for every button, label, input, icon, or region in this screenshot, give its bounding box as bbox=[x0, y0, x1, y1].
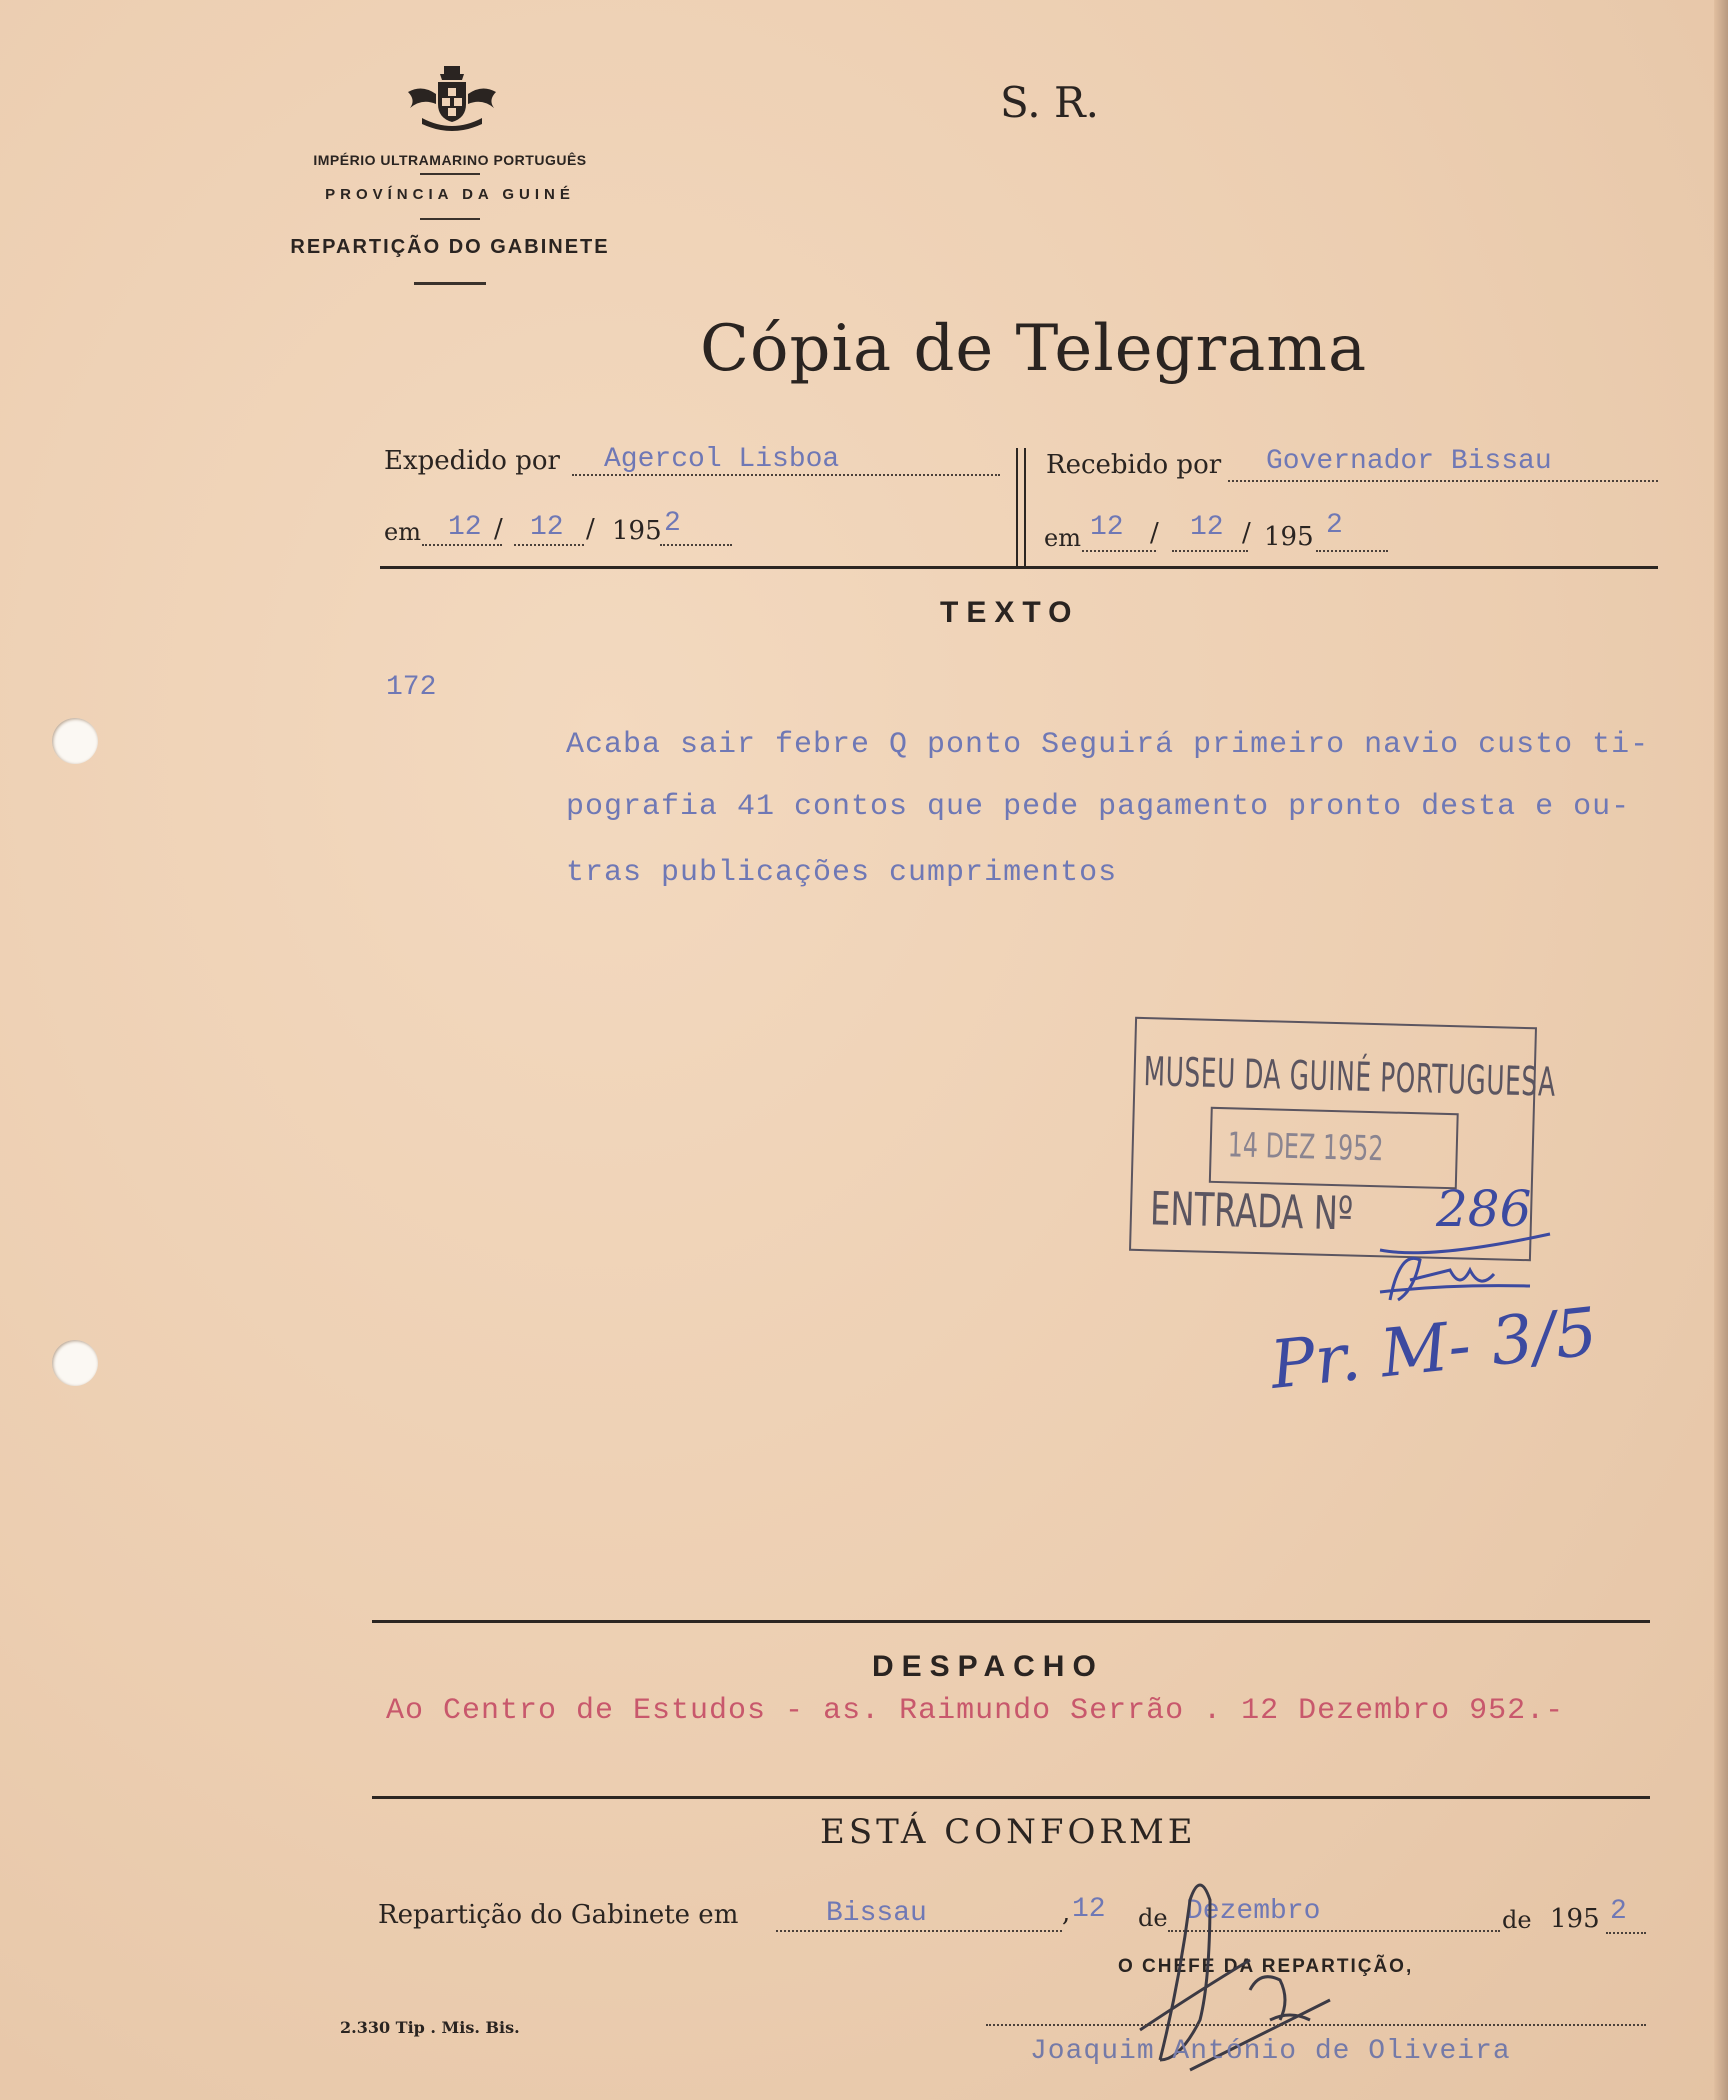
header-rule bbox=[380, 566, 1658, 569]
conforme-day: 12 bbox=[1072, 1894, 1106, 1925]
handwritten-initials bbox=[1370, 1220, 1560, 1310]
received-year-prefix: 195 bbox=[1264, 522, 1314, 552]
header-divider bbox=[420, 173, 480, 175]
received-by-label: Recebido por bbox=[1046, 450, 1222, 480]
despacho-text: Ao Centro de Estudos - as. Raimundo Serrão . 12 Dezembro 952.- bbox=[386, 1694, 1565, 1728]
confidential-mark: S. R. bbox=[1000, 78, 1099, 127]
conforme-year-digit: 2 bbox=[1610, 1896, 1627, 1927]
conforme-de: de bbox=[1138, 1904, 1168, 1932]
chief-name: Joaquim António de Oliveira bbox=[1030, 2036, 1511, 2067]
punch-hole-bottom bbox=[52, 1340, 98, 1386]
punch-hole-top bbox=[52, 718, 98, 764]
date-separator: / bbox=[494, 514, 503, 544]
column-divider bbox=[1024, 448, 1026, 566]
stamp-date: 14 DEZ 1952 bbox=[1227, 1125, 1384, 1170]
sent-year-prefix: 195 bbox=[612, 516, 662, 546]
header-department: REPARTIÇÃO DO GABINETE bbox=[290, 236, 610, 258]
handwritten-reference: Pr. M- 3/5 bbox=[1266, 1293, 1601, 1404]
telegram-number: 172 bbox=[386, 672, 437, 703]
telegram-line: pografia 41 contos que pede pagamento pronto desta e ou- bbox=[566, 790, 1631, 824]
received-by-value: Governador Bissau bbox=[1266, 446, 1552, 477]
conforme-top-rule bbox=[372, 1796, 1650, 1799]
sent-day: 12 bbox=[448, 512, 482, 543]
conforme-year-prefix: 195 bbox=[1550, 1904, 1600, 1934]
header-divider bbox=[420, 218, 480, 220]
conforme-heading: ESTÁ CONFORME bbox=[820, 1812, 1197, 1852]
page-edge bbox=[1714, 0, 1728, 2100]
year-line bbox=[1606, 1932, 1646, 1934]
stamp-entry-number: 286 bbox=[1436, 1180, 1532, 1238]
date-separator: / bbox=[1150, 518, 1159, 548]
received-year-digit: 2 bbox=[1326, 510, 1343, 541]
date-separator: / bbox=[586, 514, 595, 544]
received-by-line bbox=[1228, 480, 1658, 482]
sent-day-line bbox=[422, 544, 502, 546]
sent-by-value: Agercol Lisboa bbox=[604, 444, 840, 475]
chief-label: O CHEFE DA REPARTIÇÃO, bbox=[1118, 1956, 1414, 1977]
sent-by-label: Expedido por bbox=[384, 446, 560, 476]
print-reference: 2.330 Tip . Mis. Bis. bbox=[340, 2018, 520, 2037]
stamp-date-box bbox=[1209, 1107, 1459, 1189]
telegram-line: Acaba sair febre Q ponto Seguirá primeiro navio custo ti- bbox=[566, 728, 1650, 762]
received-month-line bbox=[1172, 550, 1248, 552]
texto-heading: TEXTO bbox=[940, 596, 1080, 629]
received-date-label: em bbox=[1044, 524, 1081, 552]
date-separator: / bbox=[1242, 518, 1251, 548]
sent-month-line bbox=[514, 544, 584, 546]
header-empire: IMPÉRIO ULTRAMARINO PORTUGUÊS bbox=[313, 152, 587, 168]
stamp-entry-label: ENTRADA Nº bbox=[1149, 1181, 1354, 1241]
sent-month: 12 bbox=[530, 512, 564, 543]
conforme-month: Dezembro bbox=[1186, 1896, 1321, 1927]
sent-date-label: em bbox=[384, 518, 421, 546]
place-line bbox=[776, 1930, 1062, 1932]
column-divider bbox=[1016, 448, 1018, 566]
received-month: 12 bbox=[1190, 512, 1224, 543]
conforme-label: Repartição do Gabinete em bbox=[378, 1900, 739, 1930]
received-year-line bbox=[1316, 550, 1388, 552]
signature-line bbox=[986, 2024, 1646, 2026]
despacho-top-rule bbox=[372, 1620, 1650, 1623]
header-divider bbox=[414, 282, 486, 285]
coat-of-arms-icon bbox=[404, 62, 500, 138]
received-day: 12 bbox=[1090, 512, 1124, 543]
despacho-heading: DESPACHO bbox=[872, 1650, 1104, 1683]
stamp-title: MUSEU DA GUINÉ PORTUGUESA bbox=[1143, 1049, 1557, 1106]
telegram-line: tras publicações cumprimentos bbox=[566, 856, 1118, 890]
conforme-place: Bissau bbox=[826, 1898, 927, 1929]
header-province: PROVÍNCIA DA GUINÉ bbox=[325, 186, 575, 203]
sent-year-line bbox=[660, 544, 732, 546]
received-day-line bbox=[1082, 550, 1156, 552]
sent-year-digit: 2 bbox=[664, 508, 681, 539]
comma: , bbox=[1062, 1898, 1071, 1928]
conforme-de: de bbox=[1502, 1906, 1532, 1934]
document-title: Cópia de Telegrama bbox=[700, 312, 1368, 386]
